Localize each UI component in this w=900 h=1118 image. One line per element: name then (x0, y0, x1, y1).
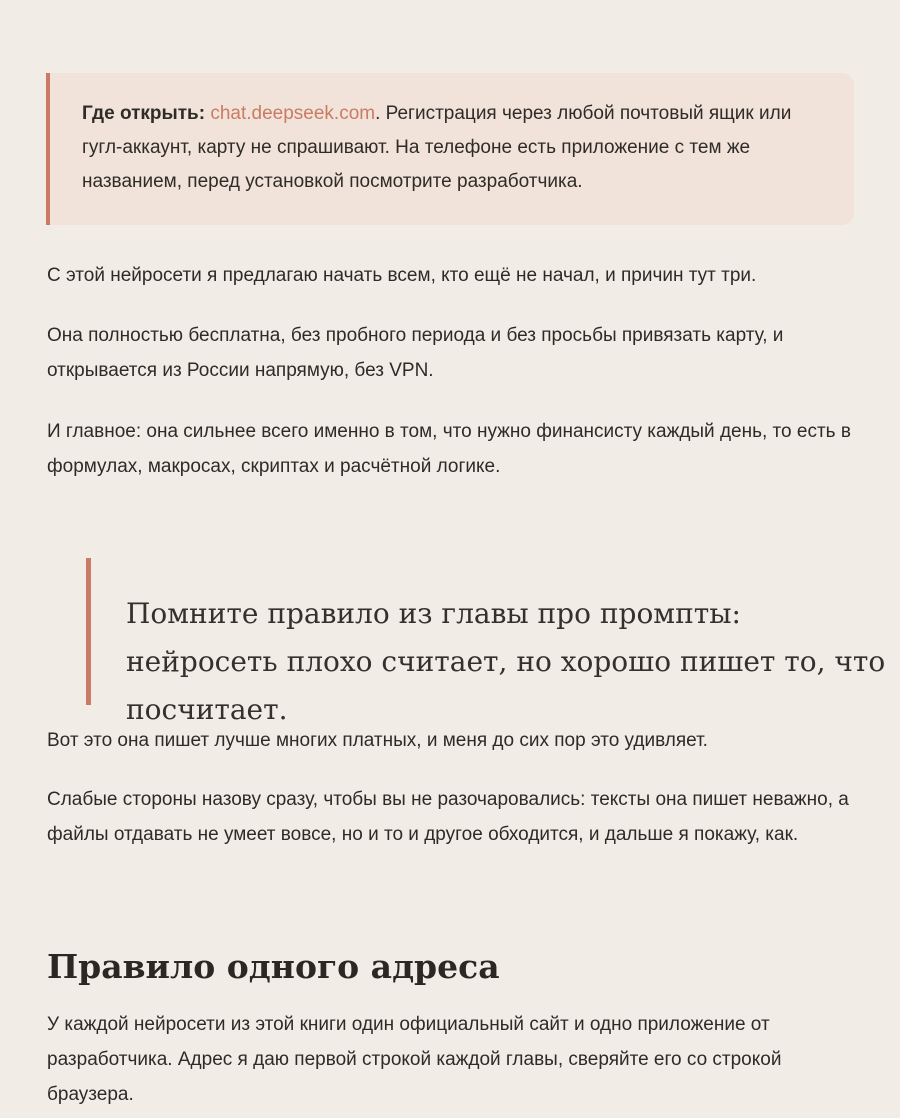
deepseek-link[interactable]: chat.deepseek.com (210, 103, 376, 124)
pull-quote: Помните правило из главы про промпты: нейросеть плохо считает, но хорошо пишет то, что посчитает. (86, 558, 896, 705)
section-heading: Правило одного адреса (47, 947, 500, 986)
callout-text: . Регистрация через любой почтовый ящик или гугл-аккаунт, карту не спрашивают. На телефоне есть приложение с тем же названием, перед установкой посмотрите разработчика. (82, 103, 792, 192)
callout-lead: Где открыть: (82, 103, 206, 124)
paragraph-main: И главное: она сильнее всего именно в том, что нужно финансисту каждый день, то есть в формулах, макросах, скриптах и расчётной логике. (47, 421, 851, 477)
paragraph-better: Вот это она пишет лучше многих платных, и меня до сих пор это удивляет. (47, 730, 708, 751)
paragraph-intro: С этой нейросети я предлагаю начать всем, кто ещё не начал, и причин тут три. (47, 265, 757, 286)
paragraph-one-address: У каждой нейросети из этой книги один официальный сайт и одно приложение от разработчика. Адрес я даю первой строкой каждой главы, сверяйте его со строкой браузера. (47, 1014, 782, 1105)
paragraph-free: Она полностью бесплатна, без пробного периода и без просьбы привязать карту, и открывается из России напрямую, без VPN. (47, 325, 784, 381)
where-to-open-callout (46, 73, 854, 225)
paragraph-weaknesses: Слабые стороны назову сразу, чтобы вы не разочаровались: тексты она пишет неважно, а файлы отдавать не умеет вовсе, но и то и другое обходится, и дальше я покажу, как. (47, 789, 849, 845)
